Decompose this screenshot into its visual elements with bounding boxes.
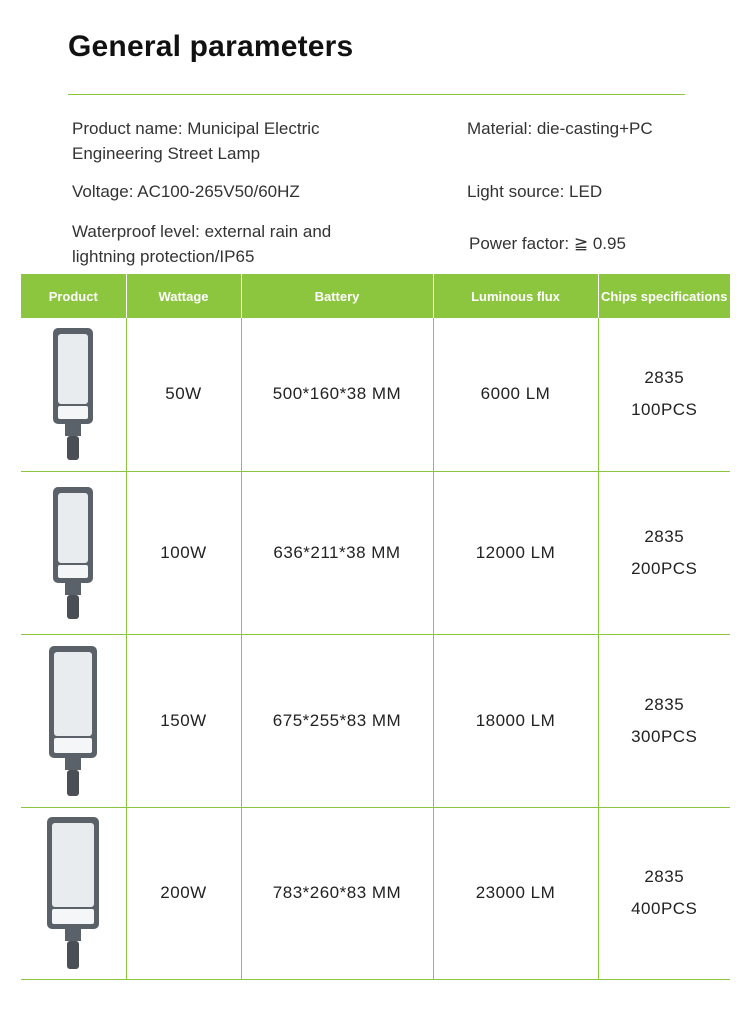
product-image-cell xyxy=(21,634,126,807)
chips-cell xyxy=(598,471,730,634)
header-battery: Battery xyxy=(241,274,433,318)
param-waterproof: Waterproof level: external rain and lightning protection/IP65 xyxy=(72,222,332,266)
table-header-row xyxy=(21,274,730,318)
page-title: General parameters xyxy=(68,30,354,63)
header-chips: Chips specifications xyxy=(598,274,730,318)
chips-cell xyxy=(598,807,730,979)
wattage-cell: 200W xyxy=(126,807,241,979)
chip-type: 2835 xyxy=(644,526,685,546)
chip-count: 100PCS xyxy=(631,400,698,420)
header-product: Product xyxy=(21,274,126,318)
flux-cell: 23000 LM xyxy=(433,807,598,979)
param-material: Material: die-casting+PC xyxy=(467,119,653,138)
param-light-source: Light source: LED xyxy=(467,182,603,201)
flux-cell: 18000 LM xyxy=(433,634,598,807)
street-lamp-icon xyxy=(43,483,103,623)
street-lamp-icon xyxy=(41,813,105,973)
battery-cell: 636*211*38 MM xyxy=(241,471,433,634)
flux-cell: 6000 LM xyxy=(433,318,598,471)
chip-type: 2835 xyxy=(644,867,685,886)
street-lamp-icon xyxy=(41,642,105,800)
street-lamp-icon xyxy=(43,324,103,464)
battery-cell: 783*260*83 MM xyxy=(241,807,433,979)
chip-type: 2835 xyxy=(644,368,685,388)
table-row xyxy=(21,807,730,979)
product-image-cell xyxy=(21,471,126,634)
chip-count: 300PCS xyxy=(631,726,698,746)
header-wattage: Wattage xyxy=(126,274,241,318)
table-row xyxy=(21,471,730,634)
chips-cell xyxy=(598,318,730,471)
param-product-name: Product name: Municipal Electric Engineering Street Lamp xyxy=(72,119,320,163)
chip-count: 400PCS xyxy=(631,899,698,918)
flux-cell: 12000 LM xyxy=(433,471,598,634)
product-image-cell xyxy=(21,807,126,979)
chips-cell xyxy=(598,634,730,807)
battery-cell: 675*255*83 MM xyxy=(241,634,433,807)
wattage-cell: 100W xyxy=(126,471,241,634)
wattage-cell: 150W xyxy=(126,634,241,807)
spec-table xyxy=(21,274,730,980)
battery-cell: 500*160*38 MM xyxy=(241,318,433,471)
table-row xyxy=(21,318,730,471)
title-divider xyxy=(68,94,685,95)
header-luminous-flux: Luminous flux xyxy=(433,274,598,318)
param-power-factor: Power factor: ≧ 0.95 xyxy=(469,234,626,253)
product-image-cell xyxy=(21,318,126,471)
chip-count: 200PCS xyxy=(631,558,698,578)
param-voltage: Voltage: AC100-265V50/60HZ xyxy=(72,182,300,201)
chip-type: 2835 xyxy=(644,694,685,714)
wattage-cell: 50W xyxy=(126,318,241,471)
table-row xyxy=(21,634,730,807)
